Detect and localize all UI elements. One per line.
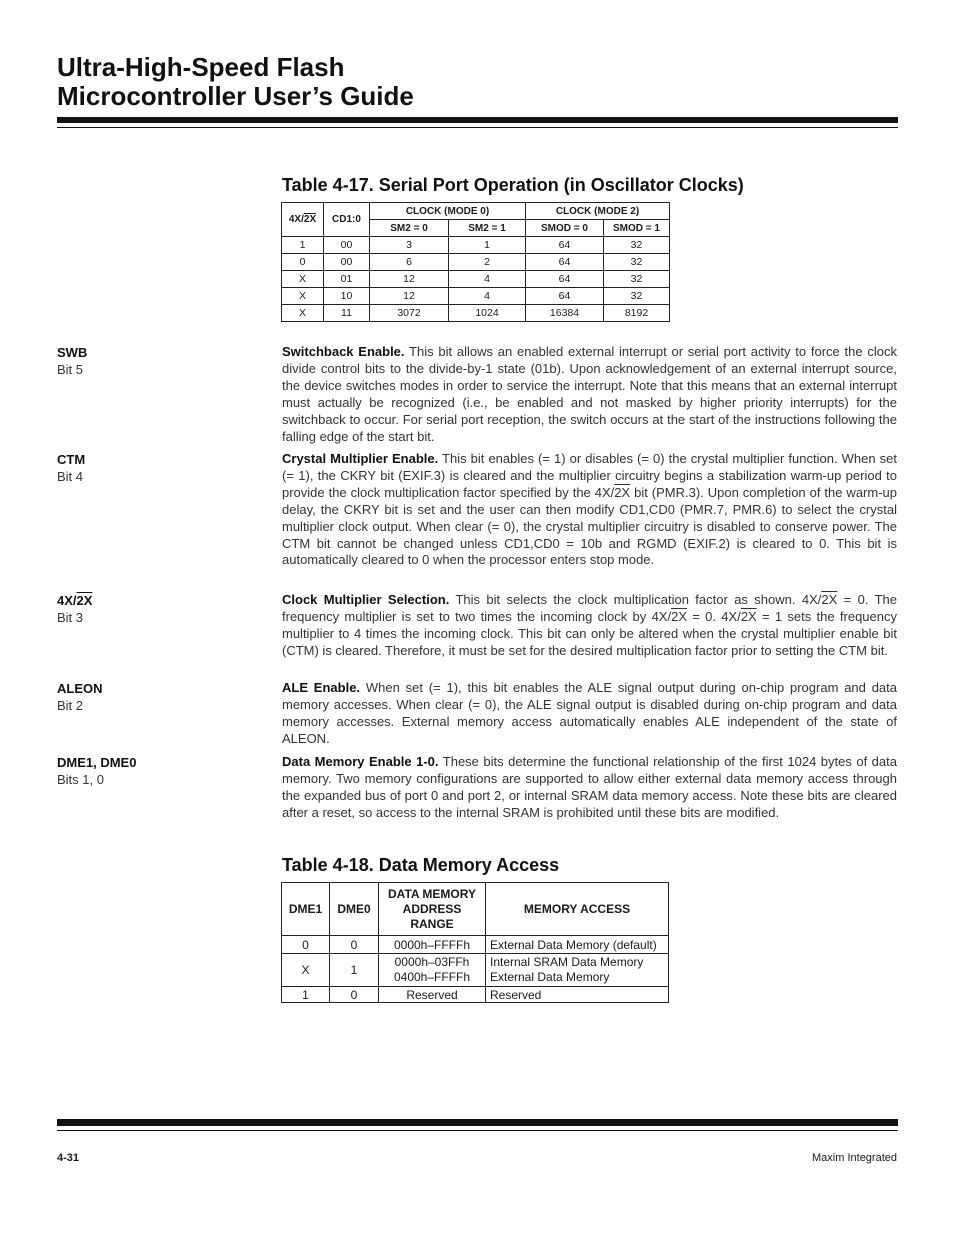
header-smod-1: SMOD = 1 bbox=[604, 220, 670, 237]
bit-number: Bit 4 bbox=[57, 469, 84, 484]
bit-name: ALEON bbox=[57, 681, 103, 696]
table-4-17-caption: Table 4-17. Serial Port Operation (in Oscillator Clocks) bbox=[282, 175, 744, 195]
bit-number: Bit 5 bbox=[57, 362, 84, 377]
footer-rule-thick bbox=[57, 1119, 898, 1126]
table-row: 1 0 Reserved Reserved bbox=[282, 987, 669, 1003]
header-dme0: DME0 bbox=[330, 883, 379, 936]
bit-number: Bit 2 bbox=[57, 698, 84, 713]
page-title bbox=[57, 53, 414, 111]
header-4x2x: 4X/2X bbox=[282, 203, 324, 237]
table-4-18 bbox=[281, 882, 669, 1003]
bit-ctm-description: Crystal Multiplier Enable. This bit enables (= 1) or disables (= 0) the crystal multiplier function. When set (= 1), the CKRY bit (EXIF.3) is cleared and the multiplier circuitry begins a stabilization warm-up period to provide the clock multiplication factor specified by the 4X/2X bit (PMR.3). Upon completion of the warm-up delay, the CKRY bit is set and the user can then modify CD1,CD0 (PMR.7, PMR.6) to select the crystal multiplier clock output. When clear (= 0), the crystal multiplier circuitry is disabled to conserve power. The CTM bit cannot be changed unless CD1,CD0 = 10b and RGMD (EXIF.2) is cleared to 0. This bit is automatically cleared to 0 when the processor enters stop mode. bbox=[282, 451, 897, 568]
bit-name: DME1, DME0 bbox=[57, 755, 137, 770]
bit-dme-description: Data Memory Enable 1-0. These bits determine the functional relationship of the first 1024 bytes of data memory. Two memory configurations are supported to allow either external data memory access through the expanded bus of port 0 and port 2, or internal SRAM data memory access. Note these bits are cleared after a reset, so access to the internal SRAM is prohibited until these bits are modified. bbox=[282, 754, 897, 820]
footer-rule-thin bbox=[57, 1130, 898, 1131]
bit-aleon-description: ALE Enable. When set (= 1), this bit enables the ALE signal output during on-chip program and data memory accesses. When clear (= 0), the ALE signal output is disabled during on-chip program and data memory accesses. External memory access automatically enables ALE independent of the state of ALEON. bbox=[282, 680, 897, 746]
table-row: 1 00 3 1 64 32 bbox=[282, 237, 670, 254]
page-number: 4-31 bbox=[57, 1152, 80, 1164]
header-cd: CD1:0 bbox=[324, 203, 370, 237]
header-dme1: DME1 bbox=[282, 883, 330, 936]
title-line-2: Microcontroller User’s Guide bbox=[57, 81, 414, 111]
company-name: Maxim Integrated bbox=[812, 1152, 897, 1164]
bit-name: SWB bbox=[57, 345, 88, 360]
bit-swb-label bbox=[57, 344, 87, 378]
header-memory-access: MEMORY ACCESS bbox=[486, 883, 669, 936]
table-row: 0 00 6 2 64 32 bbox=[282, 254, 670, 271]
table-4-17 bbox=[281, 202, 670, 322]
bit-aleon-label bbox=[57, 680, 103, 714]
header-smod-0: SMOD = 0 bbox=[526, 220, 604, 237]
header-rule-thin bbox=[57, 127, 898, 128]
header-sm2-0: SM2 = 0 bbox=[370, 220, 449, 237]
table-row: X 01 12 4 64 32 bbox=[282, 271, 670, 288]
header-clock-mode2: CLOCK (MODE 2) bbox=[526, 203, 670, 220]
table-row: 0 0 0000h–FFFFh External Data Memory (default) bbox=[282, 936, 669, 954]
table-row: X 11 3072 1024 16384 8192 bbox=[282, 305, 670, 322]
bit-swb-description: Switchback Enable. This bit allows an enabled external interrupt or serial port activity to force the clock divide control bits to the divide-by-1 state (01b). Upon acknowledgement of an external interrupt source, the device switches modes in order to service the interrupt. Note that this means that an external interrupt must actually be recognized (i.e., be enabled and not masked by higher priority interrupts) for the switchback to occur. For serial port reception, the switch occurs at the start of the instructions following the falling edge of the start bit. bbox=[282, 344, 897, 444]
bit-number: Bits 1, 0 bbox=[57, 772, 104, 787]
bit-name: 4X/2X bbox=[57, 593, 93, 608]
bit-number: Bit 3 bbox=[57, 610, 84, 625]
table-4-18-caption: Table 4-18. Data Memory Access bbox=[282, 855, 560, 875]
bit-4x2x-label bbox=[57, 592, 92, 626]
bit-dme-label bbox=[57, 754, 136, 788]
title-line-1: Ultra-High-Speed Flash bbox=[57, 52, 345, 82]
bit-4x2x-description: Clock Multiplier Selection. This bit selects the clock multiplication factor as shown. 4X/2X = 0. The frequency multiplier is set to two times the incoming clock by 4X/2X = 0. 4X/2X = 1 sets the frequency multiplier to 4 times the incoming clock. This bit can only be altered when the crystal multiplier enable bit (CTM) is cleared. Therefore, it must be set for the desired multiplication factor prior to setting the CTM bit. bbox=[282, 592, 898, 658]
bit-ctm-label bbox=[57, 451, 85, 485]
table-row: X 10 12 4 64 32 bbox=[282, 288, 670, 305]
header-address-range: DATA MEMORY ADDRESS RANGE bbox=[379, 883, 486, 936]
header-rule-thick bbox=[57, 117, 898, 123]
header-sm2-1: SM2 = 1 bbox=[449, 220, 526, 237]
table-row: X 1 0000h–03FFh 0400h–FFFFh Internal SRAM Data Memory External Data Memory bbox=[282, 954, 669, 987]
header-clock-mode0: CLOCK (MODE 0) bbox=[370, 203, 526, 220]
bit-name: CTM bbox=[57, 452, 86, 467]
